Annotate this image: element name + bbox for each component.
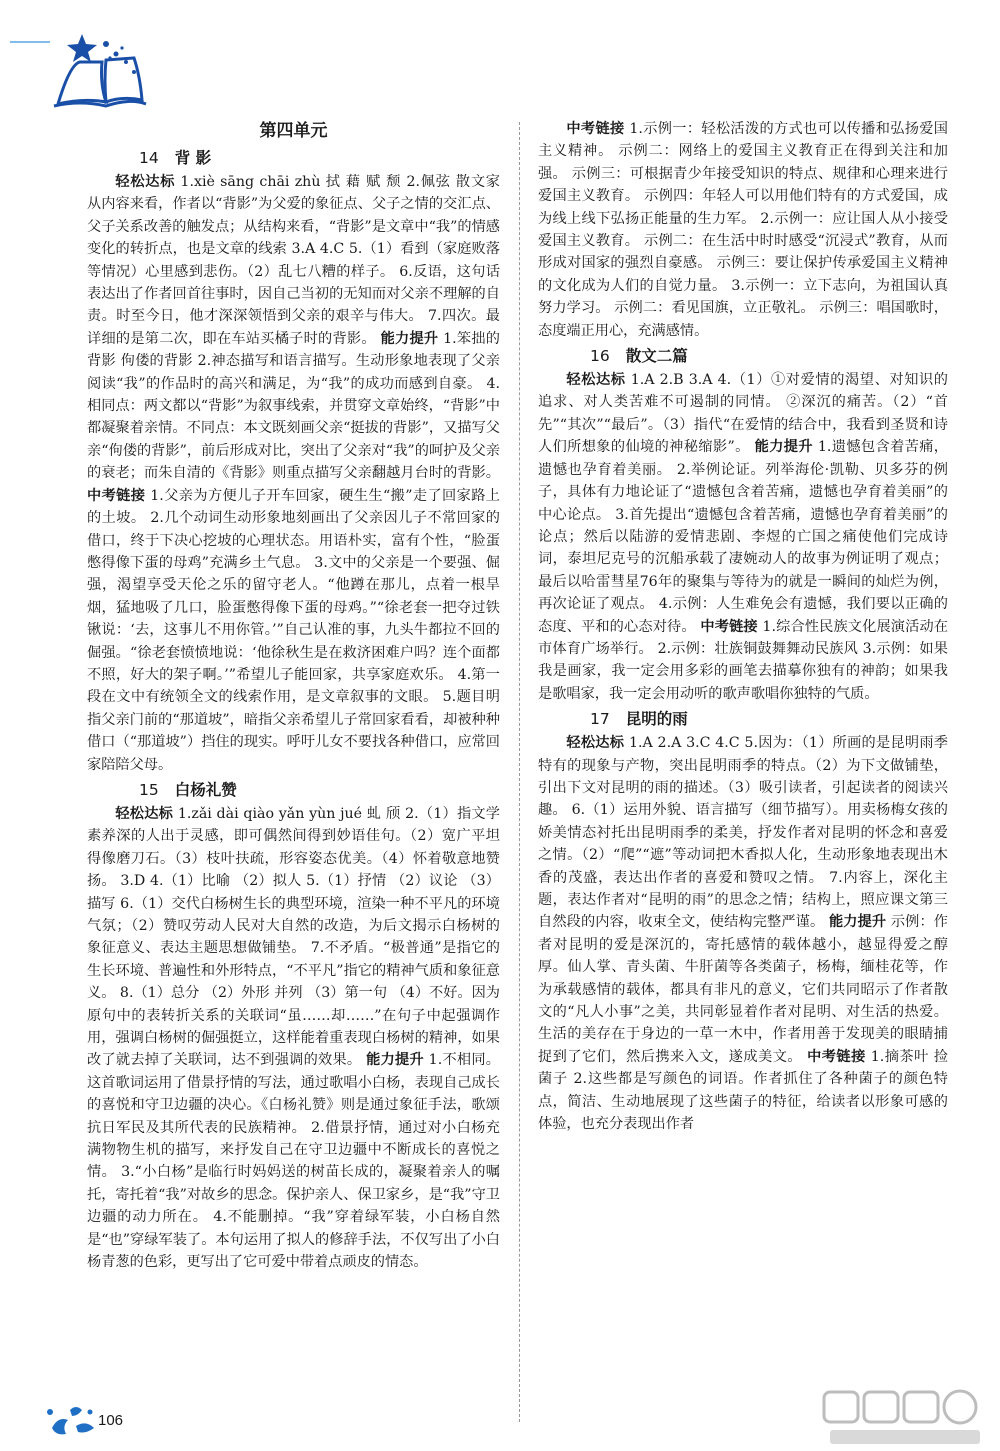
section-tag: 轻松达标 [115,174,176,190]
section-text: 1.不相同。这首歌词运用了借景抒情的写法，通过歌唱小白杨，表现自己成长的喜悦和守卫边疆的决心。《白杨礼赞》则是通过象征手法，歌颂抗日军民及其所代表的民族精神。 2.借景抒情，通过对小白杨充满物物生机的描写，来抒发自己在守卫边疆中不断成长的喜悦之情。 3.“小白杨”是临行时妈妈送的树苗长成的，凝聚着亲人的嘱托，寄托着“我”对故乡的思念。保护亲人、保卫家乡，是“我”守卫边疆的动力所在。 4.不能删掉。“我”穿着绿军装，小白杨自然是“也”穿绿军装了。本句运用了拟人的修辞手法，不仅写出了小白杨青葱的色彩，更写出了它可爱中带着点顽皮的情态。 [87,1052,500,1271]
lesson-title: 背 影 [174,149,212,167]
column-divider [519,122,520,1422]
section-tag: 中考链接 [87,487,146,504]
splash-decoration-icon [42,1398,102,1442]
lesson-number: 15 [139,780,159,799]
unit-title: 第四单元 [259,121,328,141]
lesson-heading [538,344,948,368]
section-tag: 能力提升 [828,914,887,931]
lesson-heading [87,146,500,170]
section-text: 1.笨拙的背影 佝偻的背影 2.神态描写和语言描写。生动形象地表现了父亲阅读“我”的作品时的高兴和满足，为“我”的成功而感到自豪。 4.相同点：两文都以“背影”为叙事线索，并贯穿文章始终，“背影”中都凝聚着亲情。不同点：本文既刻画父亲“挺拔的背影”，又描写父亲“佝偻的背影”，前后形成对比，突出了父亲对“我”的呵护及父亲的衰老；而朱自清的《背影》则重点描写父亲翻越月台时的背影。 [87,330,500,482]
lesson-title: 散文二篇 [625,347,688,366]
section-tag: 轻松达标 [566,735,625,752]
lesson-number: 14 [139,149,159,167]
page-number: 106 [98,1412,124,1429]
section-text: 1.父亲为方便儿子开车回家，硬生生“搬”走了回家路上的土坡。 2.几个动词生动形象地刻画出了父亲因儿子不常回家的借口，终于下决心挖坡的心理状态。用语朴实，富有个性，“脸蛋憋得像下蛋的母鸡”充满乡土气息。 3.文中的父亲是一个要强、倔强，渴望享受天伦之乐的留守老人。“他蹲在那儿，点着一根旱烟，猛地吸了几口，脸蛋憋得像下蛋的母鸡。”“徐老套一把夺过铁锹说：‘去，这事儿不用你管。’”自己认准的事，九头牛都拉不回的倔强。“徐老套愤愤地说：‘他徐秋生是在救济困难户吗？连个面都不照，好大的架子啊。’”希望儿子能回家，共享家庭欢乐。 4.第一段在文中有统领全文的线索作用，是文章叙事的文眼。 5.题目明指父亲门前的“那道坡”，暗指父亲希望儿子常回家看看，却被种种借口（“那道坡”）挡住的现实。呼吁儿女不要找各种借口，应常回家陪陪父母。 [87,487,500,773]
section-tag: 能力提升 [754,439,813,456]
section-text: 1.综合性民族文化展演活动在市体育广场举行。 2.示例：壮族铜鼓舞舞动民族风 3.示例：如果我是画家，我一定会用多彩的画笔去描摹你独有的神韵；如果我是歌唱家，我一定会用动听的歌声歌唱你独特的气质。 [538,618,949,702]
answer-paragraph [538,118,948,342]
book-logo-icon [10,14,150,114]
lesson-heading [87,778,500,802]
section-tag: 中考链接 [700,618,758,635]
lesson-heading [538,707,948,731]
answer-paragraph [538,369,948,705]
section-text: 1.示例一：轻松活泼的方式也可以传播和弘扬爱国主义精神。 示例二：网络上的爱国主义教育正在得到关注和加强。 示例三：可根据青少年接受知识的特点、规律和心理来进行爱国主义教育。 示例四：年轻人可以用他们特有的方式爱国，成为线上线下弘扬正能量的生力军。 2.示例一：应让国人从小接受爱国主义教育。 示例二：在生活中时时感受“沉浸式”教育，从而形成对国家的强烈自豪感。 示例三：要让保护传承爱国主义精神的文化成为人们的自觉力量。 3.示例一：立下志向，为祖国认真努力学习。 示例二：看见国旗，立正敬礼。 示例三：唱国歌时，态度端正用心，充满感情。 [538,121,948,339]
section-text: 1.遗憾包含着苦痛，遗憾也孕育着美丽。 2.举例论证。列举海伦·凯勒、贝多芬的例子，具体有力地论证了“遗憾包含着苦痛，遗憾也孕育着美丽”的中心论点。 3.首先提出“遗憾包含着苦痛，遗憾也孕育着美丽”的论点；然后以陆游的爱情悲剧、李煜的亡国之痛使他们完成诗词，泰坦尼克号的沉船承载了凄婉动人的故事为例证明了观点；最后以哈雷彗星76年的聚集与等待为的就是一瞬间的灿烂为例，再次论证了观点。 4.示例：人生难免会有遗憾，我们要以正确的态度、平和的心态对待。 [538,439,948,635]
section-text: 1.xiè sāng chāi zhù 拭 藉 赋 颓 2.佩弦 散文家 从内容来看，作者以“背影”为父爱的象征点、父子之情的交汇点、父子关系改善的触发点；从结构来看，“背影”是文章中“我”的情感变化的转折点，也是文章的线索 3.A 4.C 5.（1）看到（家庭败落等情况）心里感到悲伤。（2）乱七八糟的样子。 6.反语，这句话表达出了作者回首往事时，因自己当初的无知而对父亲不理解的自责。时至今日，他才深深领悟到父亲的艰辛与伟大。 7.四次。最详细的是第二次，即在车站买橘子时的背影。 [87,174,500,347]
answer-paragraph [538,732,948,1135]
section-text: 1.A 2.A 3.C 4.C 5.因为：（1）所画的是昆明雨季特有的现象与产物，突出昆明雨季的特点。（2）为下文做铺垫，引出下文对昆明的雨的描述。（3）吸引读者，引起读者的阅读兴趣。 6.（1）运用外貌、语言描写（细节描写）。用卖杨梅女孩的娇美情态衬托出昆明雨季的柔美，抒发作者对昆明的怀念和喜爱之情。（2）“爬”“遮”等动词把木香拟人化，生动形象地表现出木香的茂盛，表达出作者的喜爱和赞叹之情。 7.内容上，深化主题，表达作者对“昆明的雨”的思念之情；结构上，照应课文第三自然段的内容，收束全文，使结构完整严谨。 [538,735,948,931]
section-tag: 中考链接 [807,1048,866,1065]
lesson-title: 白杨礼赞 [174,780,237,799]
answer-paragraph [87,803,500,1274]
section-tag: 轻松达标 [566,372,626,389]
section-text: 1.摘茶叶 捡菌子 2.这些都是写颜色的词语。作者抓住了各种菌子的颜色特点，简洁、生动地展现了这些菌子的特征，给读者以形象可感的体验，也充分表现出作者 [538,1048,948,1133]
right-column [538,118,948,1135]
answer-paragraph [87,171,500,776]
section-text: 1.A 2.B 3.A 4.（1）①对爱情的渴望、对知识的追求、对人类苦难不可遏制的同情。 ②深沉的痛苦。（2）“首先”“其次”“最后”。（3）指代“在爱情的结合中，我看到圣贤和诗人们所想象的仙境的神秘缩影”。 [538,372,948,456]
section-text: 1.zǎi dài qiào yǎn yùn jué 虬 颀 2.（1）指文学素养深的人出于灵感，即可偶然间得到妙语佳句。（2）宽广平坦得像磨刀石。（3）枝叶扶疏，形容姿态优美。（4）怀着敬意地赞扬。 3.D 4.（1）比喻 （2）拟人 5.（1）抒情 （2）议论 （3）描写 6.（1）交代白杨树生长的典型环境，渲染一种不平凡的环境气氛；（2）赞叹劳动人民对大自然的改造，为后文揭示白杨树的象征意义、表达主题思想做铺垫。 7.不矛盾。“极普通”是指它的生长环境、普遍性和外形特点，“不平凡”指它的精神气质和象征意义。 8.（1）总分 （2）外形 并列 （3）第一句 （4）不好。因为原句中的表转折关系的关联词“虽……却……”在句子中起强调作用，强调白杨树的倔强挺立，这样能着重表现白杨树的精神，如果改了就去掉了关联词，达不到强调的效果。 [87,805,500,1069]
section-text: 示例：作者对昆明的爱是深沉的，寄托感情的载体越小，越显得爱之醇厚。仙人掌、青头菌、牛肝菌等各类菌子，杨梅，缅桂花等，作为承载感情的载体，都具有非凡的意义，它们共同昭示了作者散文的“凡人小事”之美，共同彰显着作者对昆明、对生活的热爱。生活的美存在于身边的一草一木中，作者用善于发现美的眼睛捕捉到了它们，然后携来入文，遂成美文。 [538,914,948,1065]
watermark-logo-icon [820,1388,985,1448]
section-tag: 轻松达标 [115,805,174,822]
left-column [87,118,500,1274]
lesson-number: 16 [590,347,610,366]
lesson-number: 17 [590,710,610,729]
section-tag: 能力提升 [366,1052,424,1069]
section-tag: 中考链接 [566,121,625,137]
section-tag: 能力提升 [380,330,439,347]
lesson-title: 昆明的雨 [625,710,688,729]
